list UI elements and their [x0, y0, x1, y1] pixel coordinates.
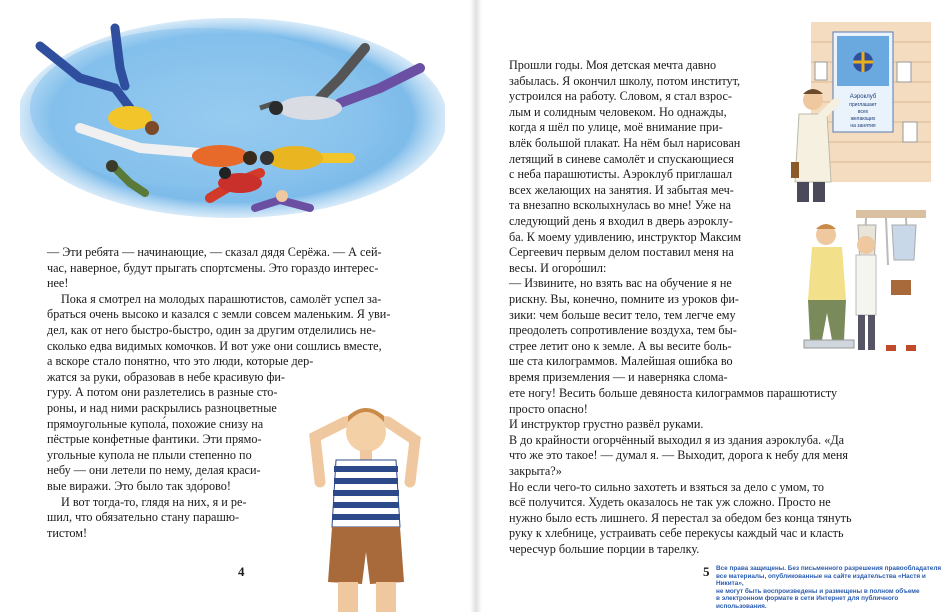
poster-line: Аэроклуб — [849, 94, 877, 100]
text-line: та внезапно всколыхнулась во мне! Уже на — [509, 198, 732, 213]
right-page-text-top — [509, 58, 784, 385]
text-line: роны, и над ними раскрылись разноцветные — [47, 400, 277, 415]
text-line: вые виражи. Это было так здо́рово! — [47, 478, 231, 493]
text-line: устроился на работу. Словом, я стал взрос- — [509, 89, 732, 104]
text-line: ба. К моему удивлению, инструктор Максим — [509, 229, 742, 244]
text-line: И инструктор грустно развёл руками. — [509, 417, 704, 432]
text-line: просто опасно! — [509, 401, 588, 416]
text-line: Сергеевич первым делом поставил меня на — [509, 245, 734, 260]
copyright-line: не могут быть воспроизведены и размещены в полном объеме — [716, 587, 920, 595]
text-line: небу — они летели по нему, делая краси- — [47, 463, 261, 478]
poster-line: приглашает — [849, 102, 877, 108]
text-line: чересчур большие порции в тарелку. — [509, 541, 700, 556]
right-page-text-bottom — [509, 386, 889, 558]
text-line: время приземления — и наверняка слома- — [509, 369, 728, 384]
text-line: гуру. А потом они разлетелись в разные сто- — [47, 385, 278, 400]
text-line: ете ногу! Весить больше девяноста килограммов парашютисту — [509, 386, 838, 400]
text-line: когда я шёл по улице, моё внимание при- — [509, 120, 723, 135]
text-line: а вскоре стало понятно, что это люди, которые дер- — [47, 354, 314, 369]
poster-line: на занятия — [850, 123, 876, 129]
text-line: всех желающих на занятия. И забытая меч- — [509, 182, 734, 197]
man-figure — [791, 89, 836, 202]
text-line: дел, как от него быстро-быстро, один за другим отделились не- — [47, 322, 376, 337]
text-line: с неба парашютисты. Аэроклуб приглашал — [509, 167, 733, 182]
text-line: Но если чего-то сильно захотеть и взяться за дело с умом, то — [509, 479, 824, 494]
text-line: — Эти ребята — начинающие, — сказал дядя Серёжа. — А сей- — [47, 245, 382, 259]
boy-illustration — [300, 392, 430, 612]
text-line: стрее летит оно к земле. А вы весите боль- — [509, 338, 732, 353]
text-line: преодолеть сопротивление воздуха, тем бы- — [509, 323, 737, 338]
text-line: ше ста килограммов. Малейшая ошибка во — [509, 354, 733, 369]
text-line: угольные купола не плыли степенно по — [47, 447, 252, 462]
skydivers-illustration — [20, 8, 445, 223]
text-line: зики: чем больше весит тело, тем легче ему — [509, 307, 736, 322]
copyright-line: все материалы, опубликованные на сайте издательства «Настя и Никита», — [716, 572, 926, 588]
poster-line: желающих — [850, 116, 876, 122]
text-line: следующий день я входил в дверь аэроклу- — [509, 213, 733, 228]
text-line: влёк большой плакат. На нём был нарисован — [509, 135, 741, 150]
text-line: нее! — [47, 276, 69, 291]
copyright-line: в электронном формате в сети Интернет для публичного использования. — [716, 595, 899, 610]
copyright-notice — [716, 565, 946, 611]
text-line: — Извините, но взять вас на обучение я не — [509, 276, 732, 291]
scales-illustration — [796, 205, 936, 365]
book-gutter — [470, 0, 482, 612]
text-line: шил, что обязательно стану парашю- — [47, 510, 240, 525]
poster-illustration — [791, 22, 931, 202]
text-line: лым и солидным человеком. Но однажды, — [509, 104, 727, 119]
text-line: сколько едва видимых комочков. И вот уже они сошлись вместе, — [47, 338, 382, 353]
text-line: руку к хлебнице, устраивать себе перекусы каждый час и класть — [509, 526, 844, 541]
aeroclub-poster — [833, 32, 893, 132]
text-line: весы. И огоро́шил: — [509, 260, 607, 275]
page-number-right: 5 — [703, 564, 710, 579]
copyright-line: Все права защищены. Без письменного разрешения правообладателя — [716, 565, 942, 572]
text-line: Прошли годы. Моя детская мечта давно — [509, 58, 717, 72]
text-line: жатся за руки, образовав в небе красивую фи- — [47, 369, 285, 384]
text-line: нужно было есть лишнего. Я перестал за обедом без конца тянуть — [509, 510, 852, 525]
text-line: В до крайности огорчённый выходил я из здания аэроклуба. «Да — [509, 432, 845, 447]
text-line: что же это такое! — думал я. — Выходит, дорога к небу для меня — [509, 448, 849, 463]
text-line: И вот тогда-то, глядя на них, я и ре- — [61, 494, 247, 509]
text-line: тистом! — [47, 525, 88, 540]
text-line: забылась. Я окончил школу, потом институт, — [509, 73, 741, 88]
man-on-scales — [804, 224, 854, 348]
striped-shirt — [332, 460, 400, 527]
poster-line: всех — [857, 109, 869, 115]
text-line: Пока я смотрел на молодых парашютистов, самолёт успел за- — [61, 291, 382, 306]
text-line: прямоугольные купола́, похожие снизу на — [47, 416, 264, 431]
page-number-left: 4 — [238, 564, 245, 579]
text-line: закрыта?» — [509, 463, 562, 478]
text-line: браться очень высоко и казался с земли совсем маленьким. Я уви- — [47, 307, 391, 322]
text-line: всё получится. Худеть оказалось не так уж сложно. Просто не — [509, 495, 831, 510]
text-line: пёстрые конфетные фантики. Эти прямо- — [47, 432, 262, 447]
text-line: летящий в синеве самолёт и спускающиеся — [509, 151, 734, 166]
text-line: рискну. Вы, конечно, помните из уроков фи- — [509, 291, 739, 306]
text-line: час, наверное, будут прыгать спортсмены. Это гораздо интерес- — [47, 260, 379, 275]
